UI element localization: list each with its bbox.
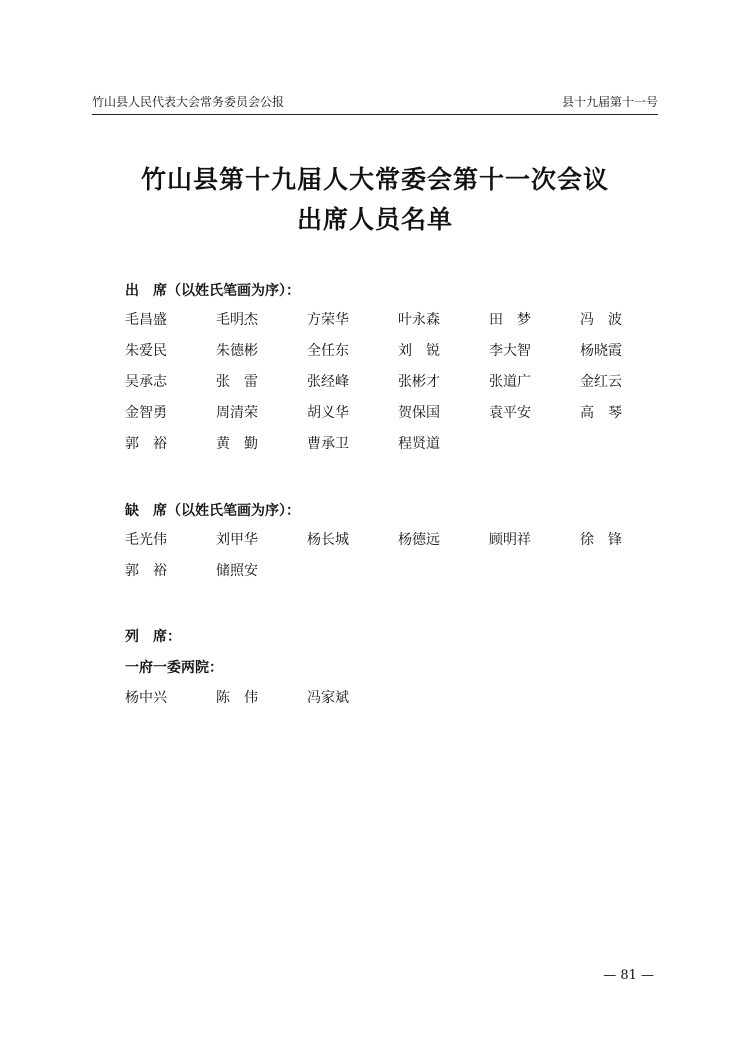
person-name: 郭 裕: [125, 436, 167, 452]
person-name: 刘甲华: [216, 532, 258, 548]
person-name: 刘 锐: [398, 343, 440, 359]
issue-number: 县十九届第十一号: [561, 95, 658, 109]
person-name: 全任东: [307, 343, 349, 359]
publication-name: 竹山县人民代表大会常务委员会公报: [92, 95, 285, 109]
absent-list: [125, 530, 671, 592]
person-name: 朱德彬: [216, 343, 258, 359]
person-name: 周清荣: [216, 405, 258, 421]
person-name: 高 琴: [580, 405, 622, 421]
person-name: 毛光伟: [125, 532, 167, 548]
nonvoting-list: [125, 688, 671, 719]
person-name: 金红云: [580, 374, 622, 390]
nonvoting-heading: 列 席：: [125, 629, 181, 645]
person-name: 田 梦: [489, 312, 531, 328]
person-name: 陈 伟: [216, 690, 258, 706]
attendance-heading: 出 席（以姓氏笔画为序）：: [125, 283, 300, 299]
person-name: 杨长城: [307, 532, 349, 548]
person-name: 杨中兴: [125, 690, 167, 706]
person-name: 毛明杰: [216, 312, 258, 328]
person-name: 徐 锋: [580, 532, 622, 548]
person-name: 曹承卫: [307, 436, 349, 452]
person-name: 贺保国: [398, 405, 440, 421]
document-title: 竹山县第十九届人大常委会第十一次会议: [140, 165, 609, 194]
person-name: 张 雷: [216, 374, 258, 390]
page-number: — 81 —: [603, 968, 654, 983]
nonvoting-subheading: 一府一委两院：: [125, 660, 223, 676]
person-name: 叶永森: [398, 312, 440, 328]
person-name: 胡义华: [307, 405, 349, 421]
person-name: 储照安: [216, 563, 258, 579]
document-subtitle: 出席人员名单: [296, 205, 453, 234]
person-name: 冯 波: [580, 312, 622, 328]
person-name: 李大智: [489, 343, 531, 359]
person-name: 张道广: [489, 374, 531, 390]
absent-heading: 缺 席（以姓氏笔画为序）：: [125, 503, 300, 519]
person-name: 杨德远: [398, 532, 440, 548]
person-name: 朱爱民: [125, 343, 167, 359]
person-name: 郭 裕: [125, 563, 167, 579]
person-name: 杨晓霞: [580, 343, 622, 359]
person-name: 吴承志: [125, 374, 167, 390]
person-name: 张经峰: [307, 374, 349, 390]
person-name: 金智勇: [125, 405, 167, 421]
person-name: 方荣华: [307, 312, 349, 328]
person-name: 毛昌盛: [125, 312, 167, 328]
attendance-list: [125, 310, 671, 465]
person-name: 张彬才: [398, 374, 440, 390]
person-name: 黄 勤: [216, 436, 258, 452]
page-header: [92, 92, 658, 115]
person-name: 顾明祥: [489, 532, 531, 548]
person-name: 冯家斌: [307, 690, 349, 706]
person-name: 袁平安: [489, 405, 531, 421]
person-name: 程贤道: [398, 436, 440, 452]
